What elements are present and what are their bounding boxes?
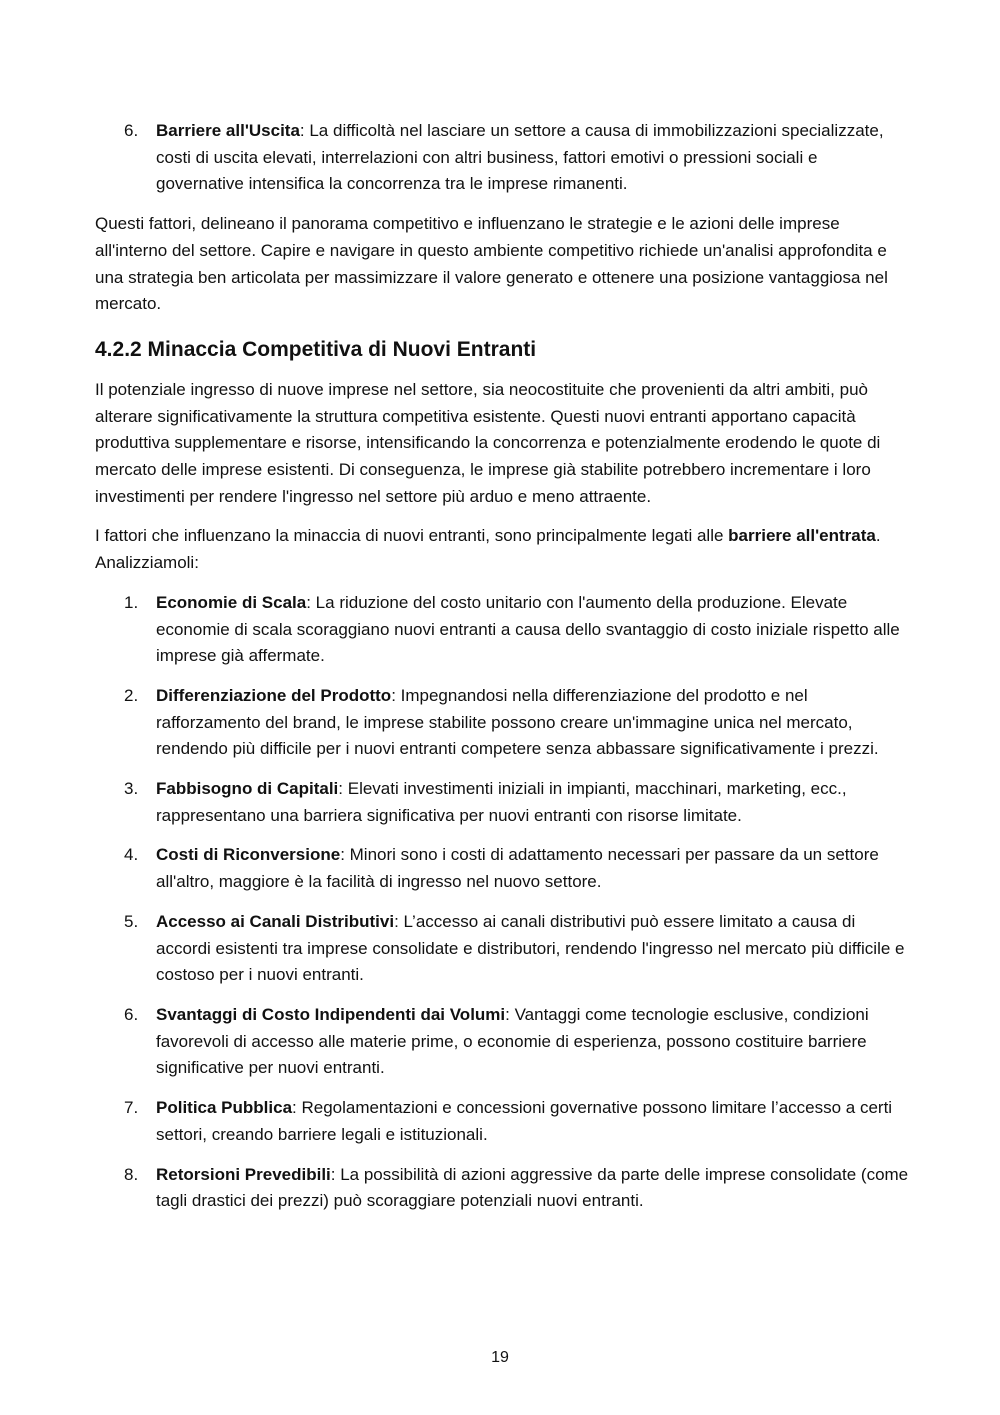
intro-paragraph: Il potenziale ingresso di nuove imprese nel settore, sia neocostituite che provenienti da altri ambiti, può alterare significativamente la struttura competitiva esistente. Questi nuovi entranti apportano capacità produttiva supplementare e risorse, intensificando la concorrenza e potenzialmente erodendo le quote di mercato delle imprese esistenti. Di conseguenza, le imprese già stabilite potrebbero incrementare i loro investimenti per rendere l'ingresso nel settore più arduo e meno attraente. xyxy=(95,379,881,506)
list-item-term: Accesso ai Canali Distributivi xyxy=(156,911,395,931)
page-number: 19 xyxy=(491,1349,509,1366)
list-item-text: : Impegnandosi nella differenziazione del prodotto e nel rafforzamento del brand, le imprese stabilite possono creare un'immagine unica nel mercato, rendendo più difficile per i nuovi entranti competere senza abbassare significativamente i prezzi. xyxy=(156,685,879,759)
list-item xyxy=(95,842,910,895)
list-item xyxy=(95,118,910,198)
list-item xyxy=(95,909,910,989)
barriers-intro-suffix: . Analizziamoli: xyxy=(95,526,881,573)
summary-paragraph: Questi fattori, delineano il panorama competitivo e influenzano le strategie e le azioni delle imprese all'interno del settore. Capire e navigare in questo ambiente competitivo richiede un'analisi approfondita e una strategia ben articolata per massimizzare il valore generato e ottenere una posizione vantaggiosa nel mercato. xyxy=(95,214,888,314)
list-item xyxy=(95,590,910,670)
list-item-text: : Regolamentazioni e concessioni governative possono limitare l’accesso a certi settori, creando barriere legali e istituzionali. xyxy=(156,1098,893,1144)
list-item-term: Svantaggi di Costo Indipendenti dai Volumi xyxy=(156,1004,506,1024)
list-item-number: 7. xyxy=(124,1098,139,1118)
list-item-number: 5. xyxy=(124,911,139,931)
list-item-number: 3. xyxy=(124,779,139,799)
list-item-text: : La riduzione del costo unitario con l'aumento della produzione. Elevate economie di scala scoraggiano nuovi entranti a causa dello svantaggio di costo iniziale rispetto alle imprese già affermate. xyxy=(156,592,900,666)
list-item-term: Costi di Riconversione xyxy=(156,845,341,865)
list-item-text: : Vantaggi come tecnologie esclusive, condizioni favorevoli di accesso alle materie prime, o economie di esperienza, possono costituire barriere significative per nuovi entranti. xyxy=(156,1004,869,1078)
list-item-number: 4. xyxy=(124,845,139,865)
barriers-intro-paragraph xyxy=(95,523,910,576)
list-item-number: 8. xyxy=(124,1164,139,1184)
list-item-term: Differenziazione del Prodotto xyxy=(156,685,392,705)
list-item-text: : Elevati investimenti iniziali in impianti, macchinari, marketing, ecc., rappresentano una barriera significativa per nuovi entranti con risorse limitate. xyxy=(156,779,847,825)
list-item-number: 1. xyxy=(124,592,139,612)
entry-barriers-list xyxy=(95,590,910,1215)
list-item xyxy=(95,1162,910,1215)
list-item xyxy=(95,1002,910,1082)
list-item-number: 6. xyxy=(124,121,139,140)
list-item-text: : L’accesso ai canali distributivi può essere limitato a causa di accordi esistenti tra imprese consolidate e distributori, rendendo l'ingresso nel mercato più difficile e costoso per i nuovi entranti. xyxy=(156,911,905,985)
barriers-intro-text: I fattori che influenzano la minaccia di nuovi entranti, sono principalmente legati alle xyxy=(95,526,729,546)
list-item-term: Retorsioni Prevedibili xyxy=(156,1164,331,1184)
list-item-number: 6. xyxy=(124,1004,139,1024)
list-item-term: Barriere all'Uscita xyxy=(156,121,300,140)
list-item-term: Fabbisogno di Capitali xyxy=(156,779,339,799)
list-item-number: 2. xyxy=(124,685,139,705)
barriers-intro-bold: barriere all'entrata xyxy=(728,526,876,546)
exit-barriers-list xyxy=(95,118,910,198)
list-item xyxy=(95,1095,910,1148)
list-item xyxy=(95,683,910,763)
list-item-term: Economie di Scala xyxy=(156,592,307,612)
section-heading: 4.2.2 Minaccia Competitiva di Nuovi Entranti xyxy=(95,337,537,361)
list-item-text: : La possibilità di azioni aggressive da parte delle imprese consolidate (come tagli drastici dei prezzi) può scoraggiare potenziali nuovi entranti. xyxy=(156,1164,909,1211)
list-item xyxy=(95,776,910,829)
list-item-text: : Minori sono i costi di adattamento necessari per passare da un settore all'altro, maggiore è la facilità di ingresso nel nuovo settore. xyxy=(156,845,879,892)
list-item-term: Politica Pubblica xyxy=(156,1098,293,1118)
list-item-text: : La difficoltà nel lasciare un settore a causa di immobilizzazioni specializzate, costi di uscita elevati, interrelazioni con altri business, fattori emotivi o pressioni sociali e governative intensifica la concorrenza tra le imprese rimanenti. xyxy=(156,121,884,194)
document-page xyxy=(95,118,910,1228)
